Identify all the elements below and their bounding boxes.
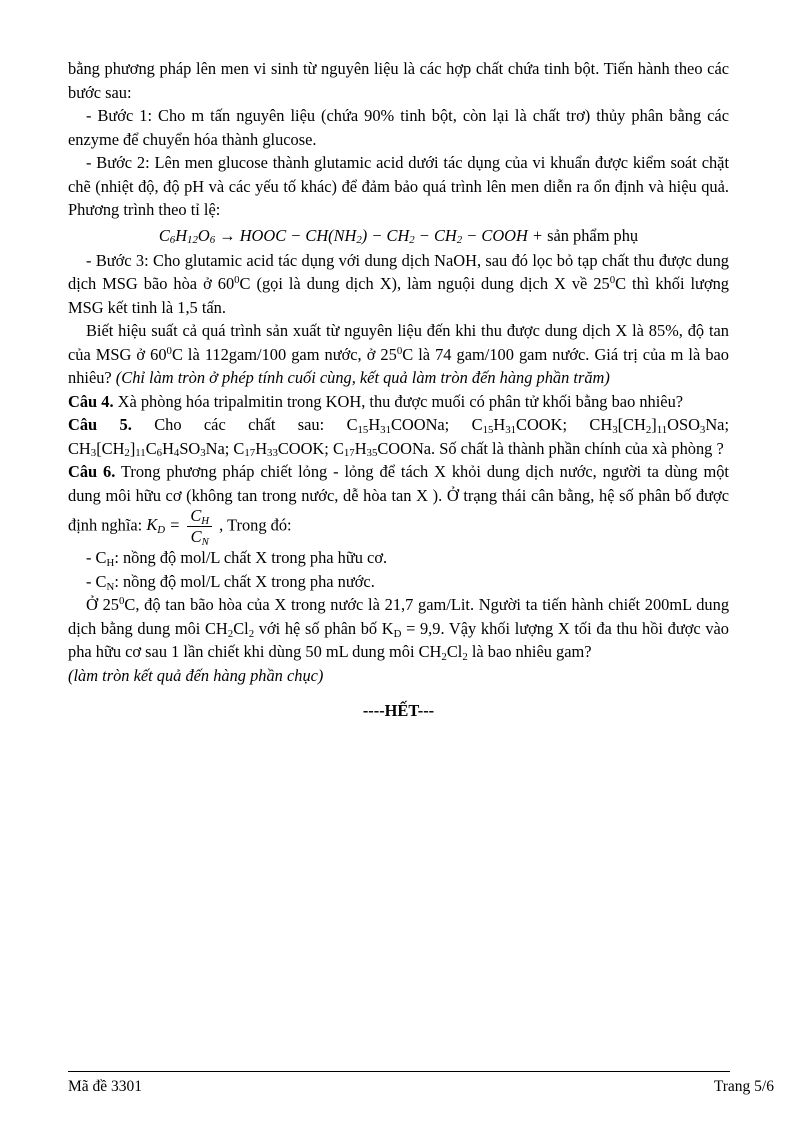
question-5-label: Câu 5. [68,415,132,434]
question-6-continued: Ở $25^0C$, độ tan bão hòa của X trong nước là 21,7 gam/Lit. Người ta tiến hành chiết 200mL dung dịch bằng dung môi $CH_2Cl_2$ với hệ số phân bố $K_D = 9,9$. Vậy khối lượng X tối đa thu hồi được vào pha hữu cơ sau 1 lần chiết khi dùng 50 mL dung môi $CH_2Cl_2$ là bao nhiêu gam? [68,595,730,664]
footer-divider [68,1071,730,1072]
page-footer [68,1076,774,1097]
kd-fraction [187,507,212,546]
kd-symbol: $K_D$ [146,515,166,537]
question-6-after-formula: , Trong đó: [215,515,292,535]
question-4-label: Câu 4. [68,391,114,411]
fraction-numerator: $C_H$ [187,507,212,527]
definition-cn: - $C_N$: nồng độ mol/L chất X trong pha nước. [86,571,375,593]
question-6 [68,460,729,546]
rounding-note-q3: (Chỉ làm tròn ở phép tính cuối cùng, kết quả làm tròn đến hàng phần trăm) [115,368,610,387]
page-number: Trang 5/6 [713,1078,774,1095]
equation-math: $C_6H_{12}O_6$ → HOOC − $CH(NH_2) - CH_2 - CH_2$ − COOH + [158,225,543,247]
paragraph-intro: bằng phương pháp lên men vi sinh từ nguyên liệu là các hợp chất chứa tinh bột. Tiến hành theo các bước sau: [68,59,729,102]
equation-tail: sản phẩm phụ [542,225,639,245]
paragraph-given-data [68,319,729,390]
question-5 [68,413,729,460]
rounding-note-q6: (làm tròn kết quả đến hàng phần chục) [68,665,324,685]
question-4 [68,390,729,414]
question-5-text: Cho các chất sau: $C_{15}H_{31}COONa$; $C_{15}H_{31}COOK$; $CH_3[CH_2]_{11}OSO_3Na$; $CH_3[CH_2]_{11}C_6H_4SO_3Na$; $C_{17}H_{33}COOK$; $C_{17}H_{35}COONa$. Số chất là thành phần chính của xà phòng ? [68,415,729,460]
exam-code: Mã đề 3301 [68,1078,143,1095]
exam-body [68,57,729,723]
definition-ch: - $C_H$: nồng độ mol/L chất X trong pha hữu cơ. [86,548,388,570]
paragraph-step-2: - Bước 2: Lên men glucose thành glutamic acid dưới tác dụng của vi khuẩn được kiểm soát chặt chẽ (nhiệt độ, độ pH và các yếu tố khác) để đảm bảo quá trình lên men diễn ra ổn định và hiệu quả. Phương trình theo tỉ lệ: [68,153,729,219]
paragraph-step-1: - Bước 1: Cho m tấn nguyên liệu (chứa 90% tinh bột, còn lại là chất trơ) thủy phân bằng các enzyme để chuyển hóa thành glucose. [68,106,729,149]
equals-sign: = [165,515,185,535]
given-text: Biết hiệu suất cả quá trình sản xuất từ nguyên liệu đến khi thu được dung dịch X là 85%, độ tan của MSG ở $60^0C$ là 112gam/100 gam nước, ở $25^0C$ là 74 gam/100 gam nước. Giá trị của m là bao nhiêu? [68,321,729,387]
end-marker: ----HẾT--- [362,701,435,721]
question-4-text: Xà phòng hóa tripalmitin trong KOH, thu được muối có phân tử khối bằng bao nhiêu? [113,391,684,411]
fraction-denominator: $C_N$ [190,527,209,548]
chemical-equation [68,222,729,249]
paragraph-step-3: - Bước 3: Cho glutamic acid tác dụng với dung dịch NaOH, sau đó lọc bỏ tạp chất thu được dung dịch MSG bão hòa ở $60^0C$ (gọi là dung dịch X), làm nguội dung dịch X về $25^0C$ thì khối lượng MSG kết tinh là 1,5 tấn. [68,250,729,317]
question-6-label: Câu 6. [68,462,116,481]
question-6-text: Trong phương pháp chiết lỏng - lỏng để tách X khỏi dung dịch nước, người ta dùng một dung môi hữu cơ (không tan trong nước, dễ hòa tan X ). Ở trạng thái cân bằng, hệ số phân bố được định nghĩa: [68,462,729,535]
